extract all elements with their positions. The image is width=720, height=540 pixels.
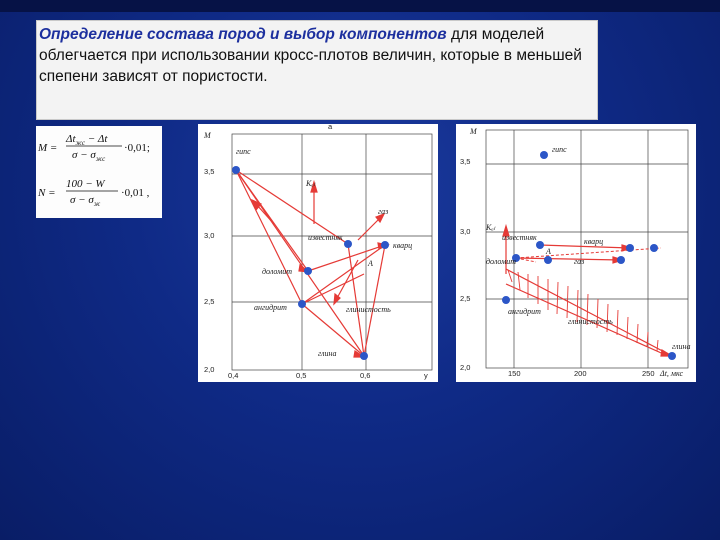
formula-n-num: 100 − W (66, 178, 105, 190)
label-angidrit: ангидрит (254, 303, 287, 312)
label-gaz: газ (574, 257, 585, 266)
point-angidrit (502, 296, 510, 304)
formula-m-num: $\Delta t_{жс} - \Delta t$ (66, 133, 108, 147)
mineral-points (232, 166, 389, 360)
point-izvestnyak (344, 240, 352, 248)
x-tail-label: у (424, 371, 428, 380)
point-gips (232, 166, 240, 174)
point-izvestnyak (536, 241, 544, 249)
top-tail-label: а (328, 124, 333, 131)
y-axis-label: M (204, 131, 211, 140)
label-kal: Кₐₗ (486, 223, 495, 232)
crossplot-m-dt-svg (456, 124, 696, 382)
x-unit-label: Δt, мкс (660, 369, 684, 378)
y-tick: 2,0 (460, 363, 471, 372)
label-a: А (546, 247, 551, 256)
point-gips (540, 151, 548, 159)
formula-m-coef: ·0,01; (124, 142, 150, 154)
formulas-svg (36, 126, 162, 218)
formula-m-den: $\sigma - \sigma_{жс}$ (72, 149, 106, 163)
label-angidrit: ангидрит (508, 307, 541, 316)
x-tick: 150 (508, 369, 521, 378)
label-gips: гипс (552, 145, 567, 154)
point-gaz (617, 256, 625, 264)
y-tick: 3,5 (204, 167, 215, 176)
x-tick: 0,5 (296, 371, 307, 380)
dashed-arrow (516, 248, 661, 258)
x-tick: 250 (642, 369, 655, 378)
label-gaz: газ (378, 207, 389, 216)
label-glina: глина (672, 342, 691, 351)
crossplot-m-n (198, 124, 438, 382)
formula-n-den: $\sigma - \sigma_ж$ (70, 194, 101, 208)
label-a: А (368, 259, 373, 268)
point-kvarts-2 (650, 244, 658, 252)
label-izvestnyak: известняк (502, 233, 537, 242)
x-tick: 0,4 (228, 371, 239, 380)
point-kvarts (626, 244, 634, 252)
y-tick: 3,0 (204, 231, 215, 240)
label-kvarts: кварц (584, 237, 604, 246)
top-dark-band (0, 0, 720, 12)
point-kvarts (381, 241, 389, 249)
x-tick: 200 (574, 369, 587, 378)
formula-n-lhs: N = (38, 187, 56, 199)
formulas-image (36, 126, 162, 218)
label-glinistost: глинистость (346, 305, 391, 314)
label-dolomit: доломит (486, 257, 517, 266)
point-a (544, 256, 552, 264)
intro-paragraph (39, 24, 594, 87)
arrows (236, 170, 388, 357)
crossplot-m-dt (456, 124, 696, 382)
y-axis-label: M (470, 127, 477, 136)
point-dolomit (304, 267, 312, 275)
text-box (36, 20, 598, 120)
label-gips: гипс (236, 147, 251, 156)
y-tick: 2,0 (204, 365, 215, 374)
x-tick: 0,6 (360, 371, 371, 380)
intro-emphasis: Определение состава пород и выбор компонентов (39, 26, 447, 43)
point-angidrit (298, 300, 306, 308)
formula-m-lhs: M = (38, 142, 58, 154)
point-glina (360, 352, 368, 360)
intro-text: для моделей облегчается при использовании кросс-плотов величин, которые в меньшей спепени зависят от пористости. (39, 26, 582, 85)
label-glina: глина (318, 349, 337, 358)
y-tick: 2,5 (204, 297, 215, 306)
label-kal: Кₐₗ (306, 179, 315, 188)
label-dolomit: доломит (262, 267, 293, 276)
y-tick: 2,5 (460, 294, 471, 303)
point-glina (668, 352, 676, 360)
label-glinistost: глинистость (568, 317, 613, 326)
mineral-points (502, 151, 676, 360)
label-kvarts: кварц (393, 241, 413, 250)
crossplot-m-n-svg (198, 124, 438, 382)
y-tick: 3,5 (460, 157, 471, 166)
grid (232, 134, 432, 370)
label-izvestnyak: известняк (308, 233, 343, 242)
formula-n-coef: ·0,01 , (121, 187, 150, 199)
y-tick: 3,0 (460, 227, 471, 236)
